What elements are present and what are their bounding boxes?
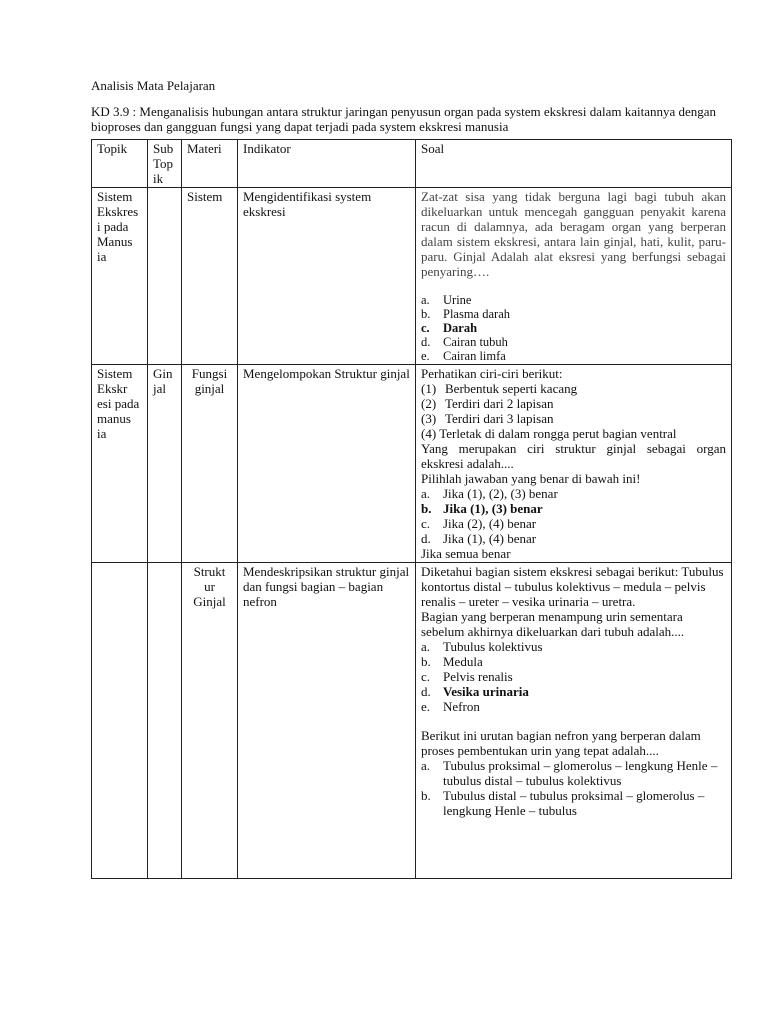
list-item <box>421 307 726 321</box>
options-list <box>421 758 726 818</box>
list-item <box>421 758 726 788</box>
option-letter: e. <box>421 699 431 714</box>
question-text: Yang merupakan ciri struktur ginjal sebagai organ ekskresi adalah.... <box>421 441 726 471</box>
statement-num: (3) <box>421 411 437 426</box>
cell-sub-topik <box>148 188 182 365</box>
statement-item <box>421 396 726 411</box>
kd-statement: KD 3.9 : Menganalisis hubungan antara struktur jaringan penyusun organ pada system ekskresi dalam kaitannya dengan bioproses dan gangguan fungsi yang dapat terjadi pada system ekskresi manusia <box>91 104 717 134</box>
option-letter: e. <box>421 349 430 363</box>
option-letter: a. <box>421 486 431 501</box>
option-letter: b. <box>421 501 432 516</box>
option-letter: c. <box>421 321 430 335</box>
list-item <box>421 669 726 684</box>
question-text: Diketahui bagian sistem ekskresi sebagai berikut: Tubulus kontortus distal – tubulus kolektivus – medula – pelvis renalis – ureter – vesika urinaria – uretra. <box>421 564 724 609</box>
list-item <box>421 531 726 546</box>
option-text: Urine <box>443 293 472 307</box>
options-list <box>421 639 726 714</box>
list-item <box>421 486 726 501</box>
cell-materi: Strukt ur Ginjal <box>182 563 238 879</box>
list-item <box>421 349 726 363</box>
options-list <box>421 486 726 546</box>
table-row <box>92 188 732 365</box>
option-text: Tubulus proksimal – glomerolus – lengkung Henle – tubulus distal – tubulus kolektivus <box>443 758 718 788</box>
option-letter: d. <box>421 531 431 546</box>
instruction-text: Pilihlah jawaban yang benar di bawah ini! <box>421 471 641 486</box>
option-text: Nefron <box>443 699 480 714</box>
option-text: Pelvis renalis <box>443 669 513 684</box>
analysis-table <box>91 139 732 879</box>
option-text-correct: Jika (1), (3) benar <box>443 501 543 516</box>
cell-materi: Fungsi ginjal <box>182 365 238 563</box>
list-item <box>421 321 726 335</box>
statement-text: Berbentuk seperti kacang <box>445 381 578 396</box>
option-letter: d. <box>421 684 431 699</box>
option-text: Jika (2), (4) benar <box>443 516 537 531</box>
header-soal: Soal <box>416 140 732 188</box>
statement-num: (2) <box>421 396 437 411</box>
header-topik: Topik <box>92 140 148 188</box>
statement-text: Terdiri dari 3 lapisan <box>445 411 554 426</box>
statement-item <box>421 381 726 396</box>
question-text: Bagian yang berperan menampung urin sementara sebelum akhirnya dikeluarkan dari tubuh adalah.... <box>421 609 685 639</box>
option-text: Jika (1), (2), (3) benar <box>443 486 558 501</box>
options-list <box>421 293 726 363</box>
document-title: Analisis Mata Pelajaran <box>91 78 216 93</box>
question-intro: Perhatikan ciri-ciri berikut: <box>421 366 563 381</box>
cell-indikator: Mengidentifikasi system ekskresi <box>238 188 416 365</box>
option-text: Cairan tubuh <box>443 335 508 349</box>
option-text: Plasma darah <box>443 307 510 321</box>
question-text: Berikut ini urutan bagian nefron yang berperan dalam proses pembentukan urin yang tepat adalah.... <box>421 728 701 758</box>
list-item <box>421 335 726 349</box>
table-row <box>92 563 732 879</box>
cell-materi: Sistem <box>182 188 238 365</box>
statement-text: Terletak di dalam rongga perut bagian ventral <box>439 426 677 441</box>
table-header-row <box>92 140 732 188</box>
cell-topik: Sistem Ekskr esi pada manus ia <box>92 365 148 563</box>
cell-indikator: Mendeskripsikan struktur ginjal dan fungsi bagian – bagian nefron <box>238 563 416 879</box>
option-letter: c. <box>421 516 431 531</box>
header-indikator: Indikator <box>238 140 416 188</box>
option-letter: b. <box>421 654 431 669</box>
option-letter: d. <box>421 335 431 349</box>
question-text: Zat-zat sisa yang tidak berguna lagi bagi tubuh akan dikeluarkan untuk mencegah gangguan penyakit karena racun di dalamnya, ada beragam organ yang berperan dalam sistem ekskresi, antara lain ginjal, hati, kulit, paru-paru. Ginjal Adalah alat eksresi yang berfungsi sebagai penyaring…. <box>421 189 726 279</box>
option-text: Tubulus kolektivus <box>443 639 543 654</box>
list-item <box>421 699 726 714</box>
option-text: Jika (1), (4) benar <box>443 531 537 546</box>
option-text-correct: Vesika urinaria <box>443 684 529 699</box>
option-letter: a. <box>421 758 431 773</box>
document-page <box>91 78 731 879</box>
cell-sub-topik <box>148 563 182 879</box>
cell-soal <box>416 188 732 365</box>
list-item <box>421 501 726 516</box>
statement-num: (1) <box>421 381 437 396</box>
list-item <box>421 639 726 654</box>
option-letter: b. <box>421 307 431 321</box>
last-option: Jika semua benar <box>421 546 511 561</box>
list-item <box>421 516 726 531</box>
list-item <box>421 293 726 307</box>
cell-soal <box>416 365 732 563</box>
cell-indikator: Mengelompokan Struktur ginjal <box>238 365 416 563</box>
option-text: Medula <box>443 654 483 669</box>
list-item <box>421 684 726 699</box>
option-letter: a. <box>421 293 430 307</box>
statement-text: Terdiri dari 2 lapisan <box>445 396 554 411</box>
cell-soal <box>416 563 732 879</box>
list-item <box>421 788 726 818</box>
option-text: Cairan limfa <box>443 349 506 363</box>
list-item <box>421 654 726 669</box>
option-text: Tubulus distal – tubulus proksimal – glomerolus – lengkung Henle – tubulus <box>443 788 705 818</box>
cell-sub-topik: Gin jal <box>148 365 182 563</box>
statement-item <box>421 426 726 441</box>
table-row <box>92 365 732 563</box>
option-letter: a. <box>421 639 431 654</box>
option-letter: c. <box>421 669 431 684</box>
cell-topik: Sistem Ekskres i pada Manus ia <box>92 188 148 365</box>
option-text-correct: Darah <box>443 321 478 335</box>
cell-topik <box>92 563 148 879</box>
statement-item <box>421 411 726 426</box>
header-materi: Materi <box>182 140 238 188</box>
statement-num: (4) <box>421 426 437 441</box>
header-sub-topik: Sub Top ik <box>148 140 182 188</box>
option-letter: b. <box>421 788 431 803</box>
